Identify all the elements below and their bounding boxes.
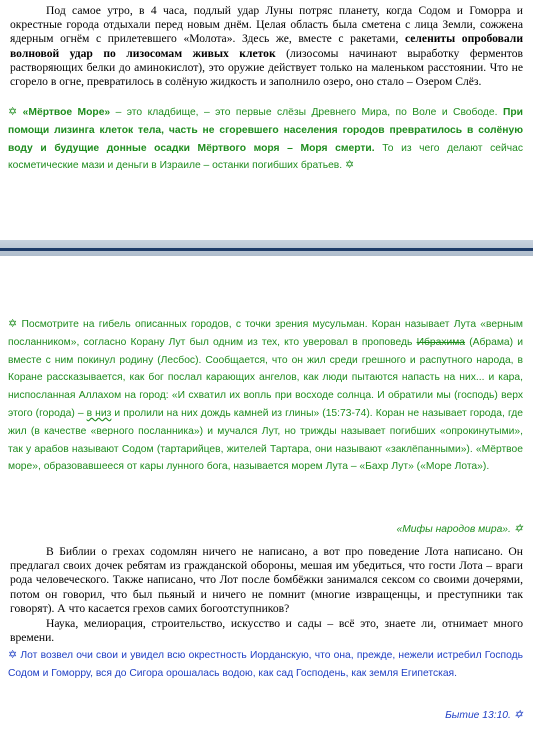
text: Посмотрите на гибель описанных городов, с точки зрения мусульман. Коран называет Лута «верным посланником», согласно Корану Лут был одним из тех, кто уверовал в проповедь xyxy=(8,319,523,348)
paragraph-science xyxy=(10,617,523,645)
text: Под самое утро, в 4 часа, подлый удар Луны потряс планету, когда Содом и Гоморра и окрестные города отдыхали перед новым днём. Целая область была сметена с лица Земли, сожжена ядерным огнём с прилетевшего «Молота». Здесь же, вместе с ракетами, xyxy=(10,4,523,46)
bold-text: селениты опробовали волновой удар по лизосомам живых клеток xyxy=(10,32,523,60)
bold-text: «Мёртвое Море» xyxy=(22,107,111,118)
text: и пролили на них дождь камней из глины» (15:73-74). Коран не называет города, где жил (в качестве «верного посланника») и мучался Лут, но трижды называет погибших «опрокинутыми», так у арабов называют Содом (тартарийцев, жителей Тартара, они называют «заклёпанными»). «Мёртвое море», образовавшееся от кары лунного бога, называется морем Лута – «Бахр Лут» («Море Лота»). xyxy=(8,407,523,473)
text: (лизосомы начинают выработку ферментов растворяющих белки до аминокислот), это оружие действует только на маленьком расстоянии. Что не сгорело в огне, превратилось в солёную жидкость и заполнило озеро, оно стало – Озером Слёз. xyxy=(10,46,523,89)
text: Лот возвел очи свои и увидел всю окрестность Иорданскую, что она, прежде, нежели истребил Господь Содом и Гоморру, вся до Сигора орошалась водою, как сад Господень, как земля Египетская. xyxy=(8,650,523,679)
paragraph-bible xyxy=(10,545,523,616)
paragraph-dead-sea xyxy=(8,104,523,175)
page-upper xyxy=(0,0,533,240)
bold-text: При помощи лизинга клеток тела, часть не сгоревшего населения городов превратилось в солёную воду и будущие донные осадки Мёртвого моря – Моря смерти. xyxy=(8,107,523,154)
star-of-david-icon: ✡ xyxy=(513,709,523,721)
source-genesis xyxy=(8,707,523,725)
star-of-david-icon: ✡ xyxy=(8,106,18,118)
page-lower xyxy=(0,256,533,739)
paragraph-genesis xyxy=(8,647,523,683)
text: – это кладбище, – это первые слёзы Древнего Мира, по Воле и Свободе. xyxy=(110,107,503,118)
text: Наука, мелиорация, строительство, искусство и сады – всё это, знаете ли, отнимает много времени. xyxy=(10,617,523,645)
source-myths xyxy=(8,521,523,539)
text: То из чего делают сейчас косметические мази и деньги в Израиле – останки погибших братьев. xyxy=(8,142,523,172)
source-text: Бытие 13:10. xyxy=(445,710,511,721)
underlined-text: в низ xyxy=(86,407,112,419)
source-text: «Мифы народов мира». xyxy=(396,524,511,535)
page-divider xyxy=(0,248,533,251)
text: В Библии о грехах содомлян ничего не написано, а вот про поведение Лота написано. Он предлагал своих дочек ребятам из гражданской обороны, мешая им убедиться, что гости Лота – враги рода человеческого. Также написано, что Лот после бомбёжки занимался сексом со своими дочерями, потом он говорил, что был пьяный и ничего не помнит (многие извращенцы, и преступники так говорят). А что касается грехов самих богоотступников? xyxy=(10,545,523,615)
strikethrough-text: Ибрахима xyxy=(416,336,466,348)
star-of-david-icon: ✡ xyxy=(8,649,18,661)
star-of-david-icon: ✡ xyxy=(513,523,523,535)
text: (Абрама) и вместе с ним покинул родину (Лесбос). Сообщается, что он жил среди грешного и распутного народа, в Коране рассказывается, как бог послал карающих ангелов, как люди пытаются напасть на них... и кара, ниспосланная Аллахом на город: «И схватил их вопль при восходе солнца. И обратили мы (господь) верх этого (города) – xyxy=(8,336,523,419)
paragraph-moon-strike xyxy=(10,4,523,89)
star-of-david-icon: ✡ xyxy=(345,159,355,172)
star-of-david-icon: ✡ xyxy=(8,318,18,330)
paragraph-quran xyxy=(8,316,523,476)
